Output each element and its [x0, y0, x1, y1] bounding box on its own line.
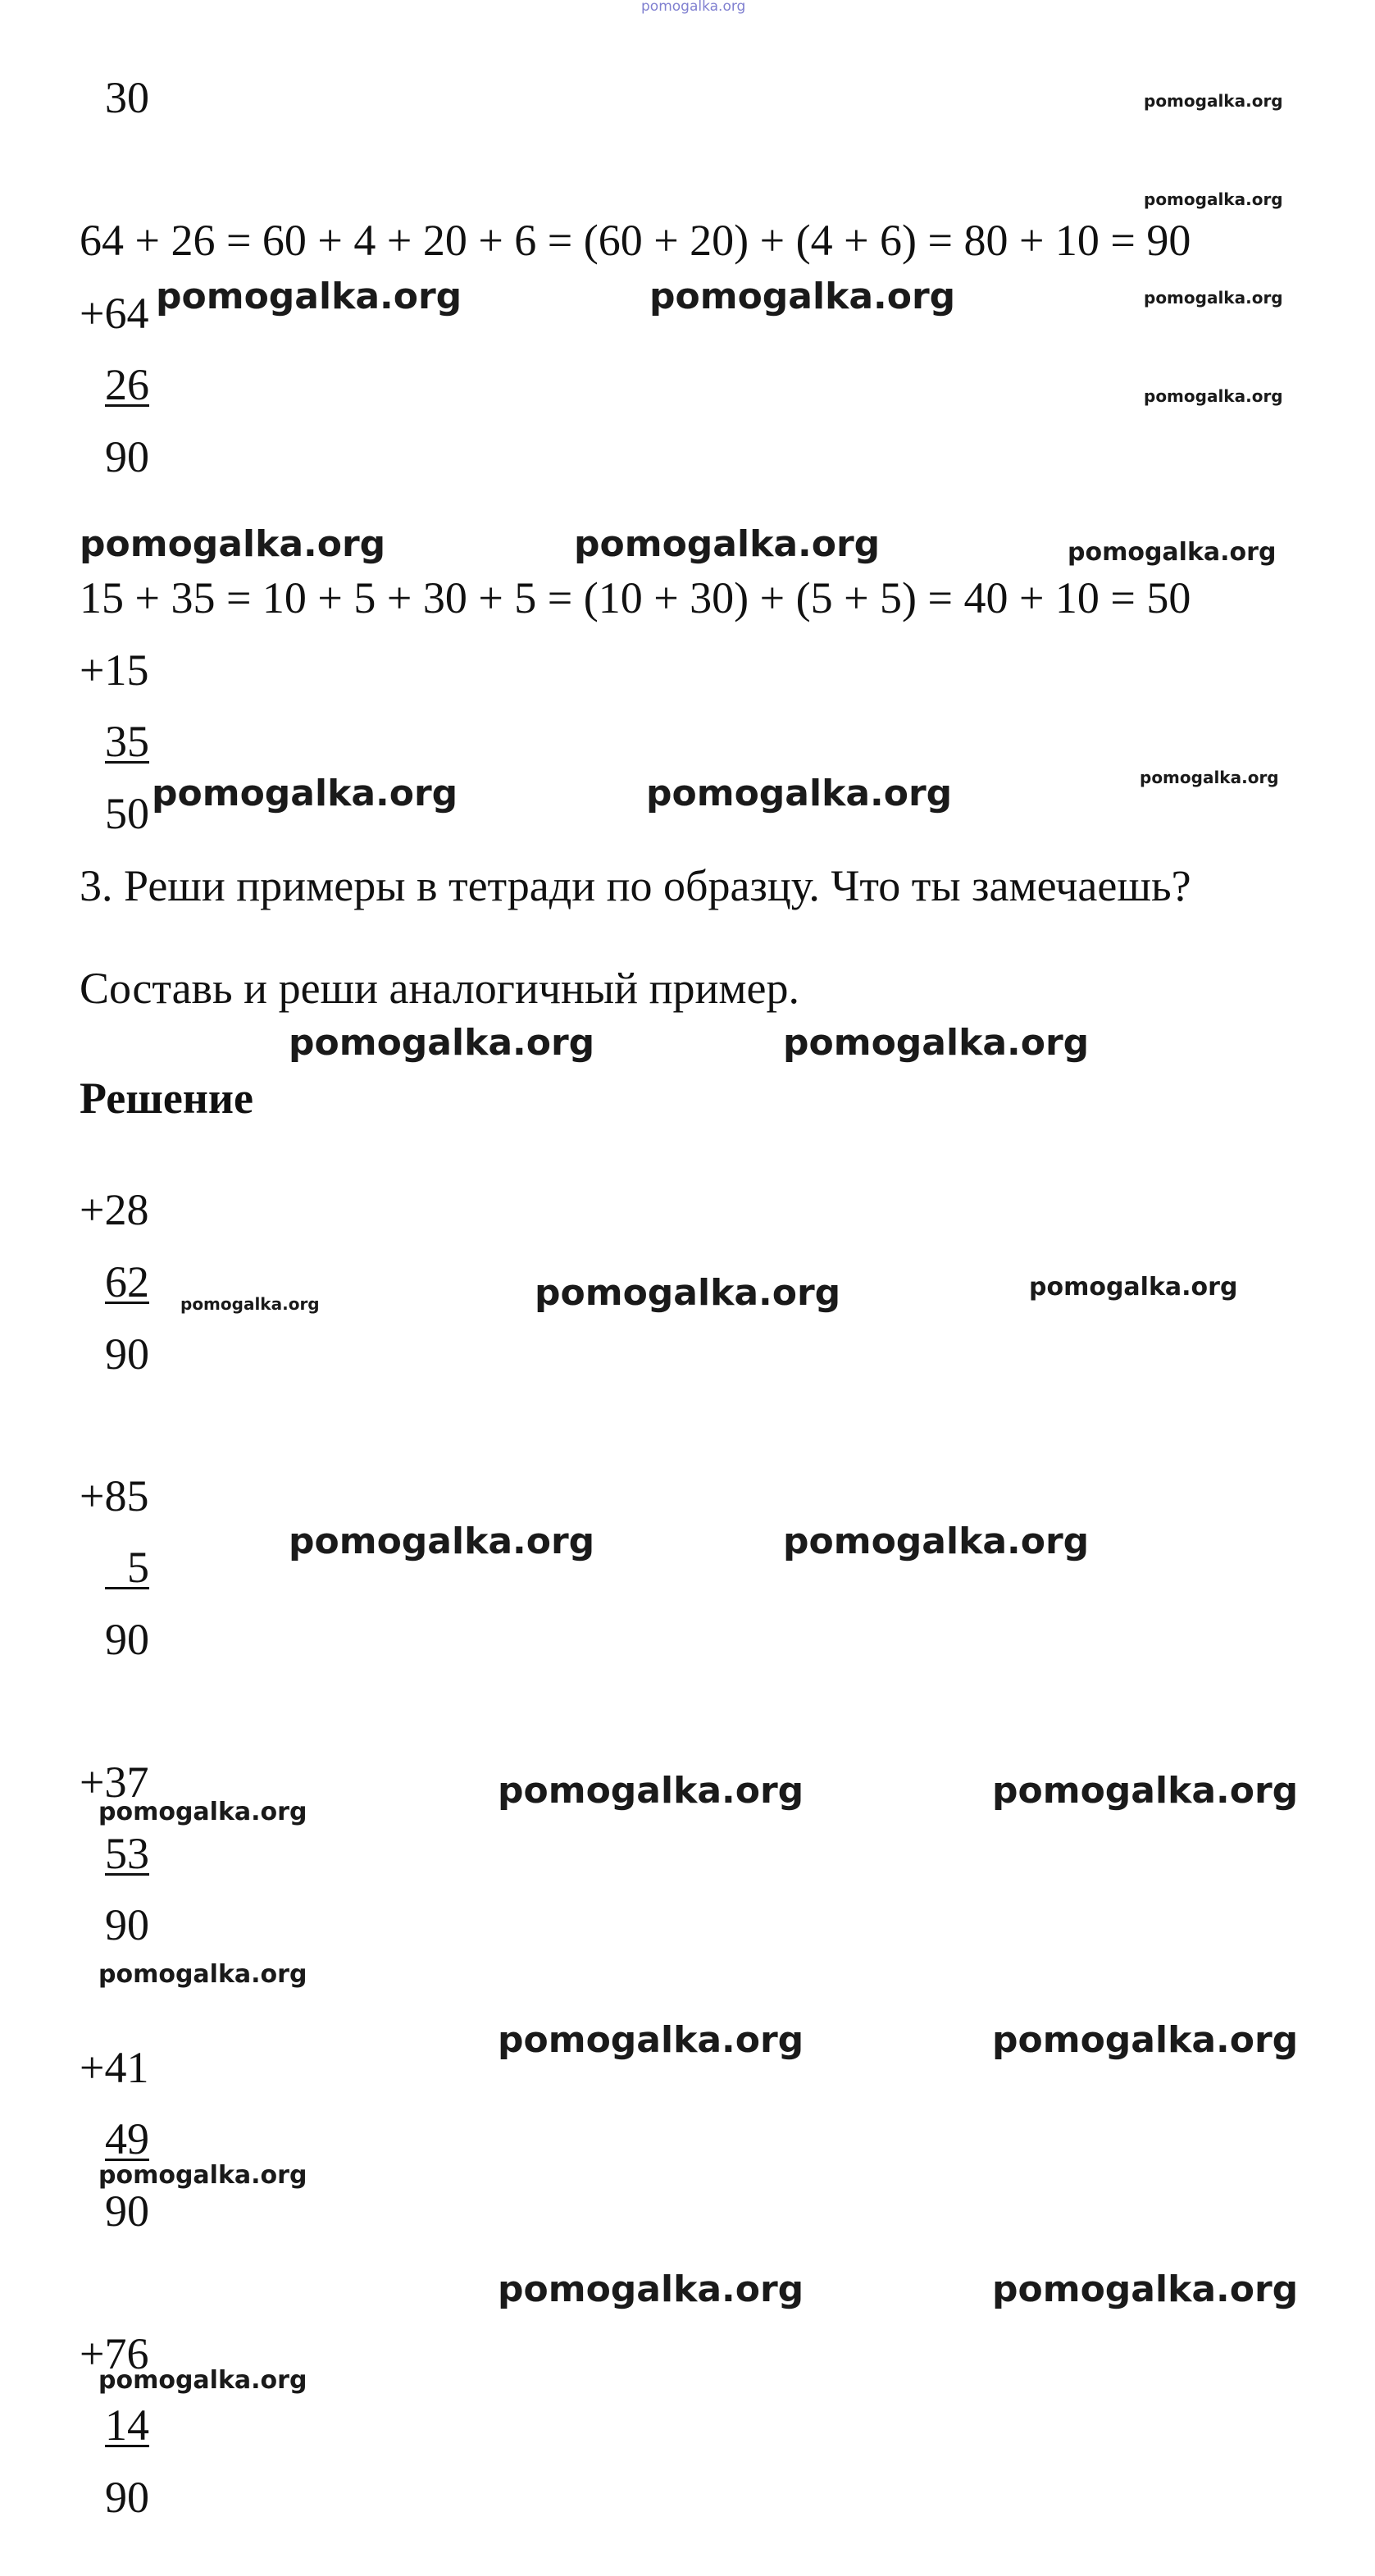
- addend-35: 35: [105, 717, 149, 766]
- watermark: pomogalka.org: [1140, 768, 1279, 787]
- addend-62: 62: [105, 1257, 149, 1306]
- watermark: pomogalka.org: [98, 1798, 307, 1826]
- watermark: pomogalka.org: [535, 1272, 841, 1314]
- addend-85: +85: [80, 1471, 149, 1521]
- top-watermark: pomogalka.org: [641, 0, 746, 15]
- task-3-subtext: Составь и реши аналогичный пример.: [80, 964, 800, 1013]
- watermark: pomogalka.org: [992, 2268, 1299, 2310]
- watermark: pomogalka.org: [1144, 386, 1283, 406]
- addend-26: 26: [105, 360, 149, 409]
- watermark: pomogalka.org: [1068, 538, 1277, 567]
- addend-64: +64: [80, 289, 149, 338]
- watermark: pomogalka.org: [289, 1521, 595, 1562]
- result-90-c: 90: [105, 1615, 149, 1664]
- watermark: pomogalka.org: [289, 1022, 595, 1064]
- watermark: pomogalka.org: [783, 1022, 1090, 1064]
- watermark: pomogalka.org: [156, 276, 462, 317]
- watermark: pomogalka.org: [1144, 189, 1283, 209]
- addend-28: +28: [80, 1185, 149, 1234]
- watermark: pomogalka.org: [1144, 91, 1283, 111]
- result-90-b: 90: [105, 1329, 149, 1379]
- watermark: pomogalka.org: [498, 2019, 804, 2061]
- watermark: pomogalka.org: [152, 773, 458, 814]
- result-90-d: 90: [105, 1900, 149, 1949]
- watermark: pomogalka.org: [180, 1294, 320, 1314]
- watermark: pomogalka.org: [992, 1770, 1299, 1812]
- equation-64-26: 64 + 26 = 60 + 4 + 20 + 6 = (60 + 20) + (4 + 6) = 80 + 10 = 90: [80, 216, 1191, 265]
- addend-5: [105, 1543, 149, 1592]
- addend-5-value: 5: [127, 1543, 149, 1592]
- watermark: pomogalka.org: [98, 2161, 307, 2190]
- watermark: pomogalka.org: [98, 1960, 307, 1989]
- watermark: pomogalka.org: [1144, 288, 1283, 308]
- watermark: pomogalka.org: [574, 523, 881, 565]
- result-90-e: 90: [105, 2186, 149, 2236]
- watermark: pomogalka.org: [783, 1521, 1090, 1562]
- result-90: 90: [105, 432, 149, 481]
- watermark: pomogalka.org: [98, 2366, 307, 2395]
- watermark: pomogalka.org: [992, 2019, 1299, 2061]
- addend-53: 53: [105, 1829, 149, 1878]
- addend-37: +37: [80, 1758, 149, 1807]
- task-3-text: 3. Реши примеры в тетради по образцу. Что ты замечаешь?: [80, 861, 1191, 910]
- solution-heading: Решение: [80, 1074, 253, 1123]
- watermark: pomogalka.org: [498, 1770, 804, 1812]
- watermark: pomogalka.org: [649, 276, 956, 317]
- sum-line-30: 30: [105, 73, 149, 122]
- result-90-f: 90: [105, 2473, 149, 2522]
- addend-76: +76: [80, 2329, 149, 2378]
- addend-15: +15: [80, 645, 149, 695]
- addend-49: 49: [105, 2114, 149, 2163]
- addend-41: +41: [80, 2043, 149, 2092]
- watermark: pomogalka.org: [80, 523, 386, 565]
- watermark: pomogalka.org: [498, 2268, 804, 2310]
- addend-14: 14: [105, 2400, 149, 2450]
- result-50: 50: [105, 789, 149, 838]
- equation-15-35: 15 + 35 = 10 + 5 + 30 + 5 = (10 + 30) + (5 + 5) = 40 + 10 = 50: [80, 573, 1191, 622]
- watermark: pomogalka.org: [646, 773, 953, 814]
- watermark: pomogalka.org: [1029, 1273, 1238, 1302]
